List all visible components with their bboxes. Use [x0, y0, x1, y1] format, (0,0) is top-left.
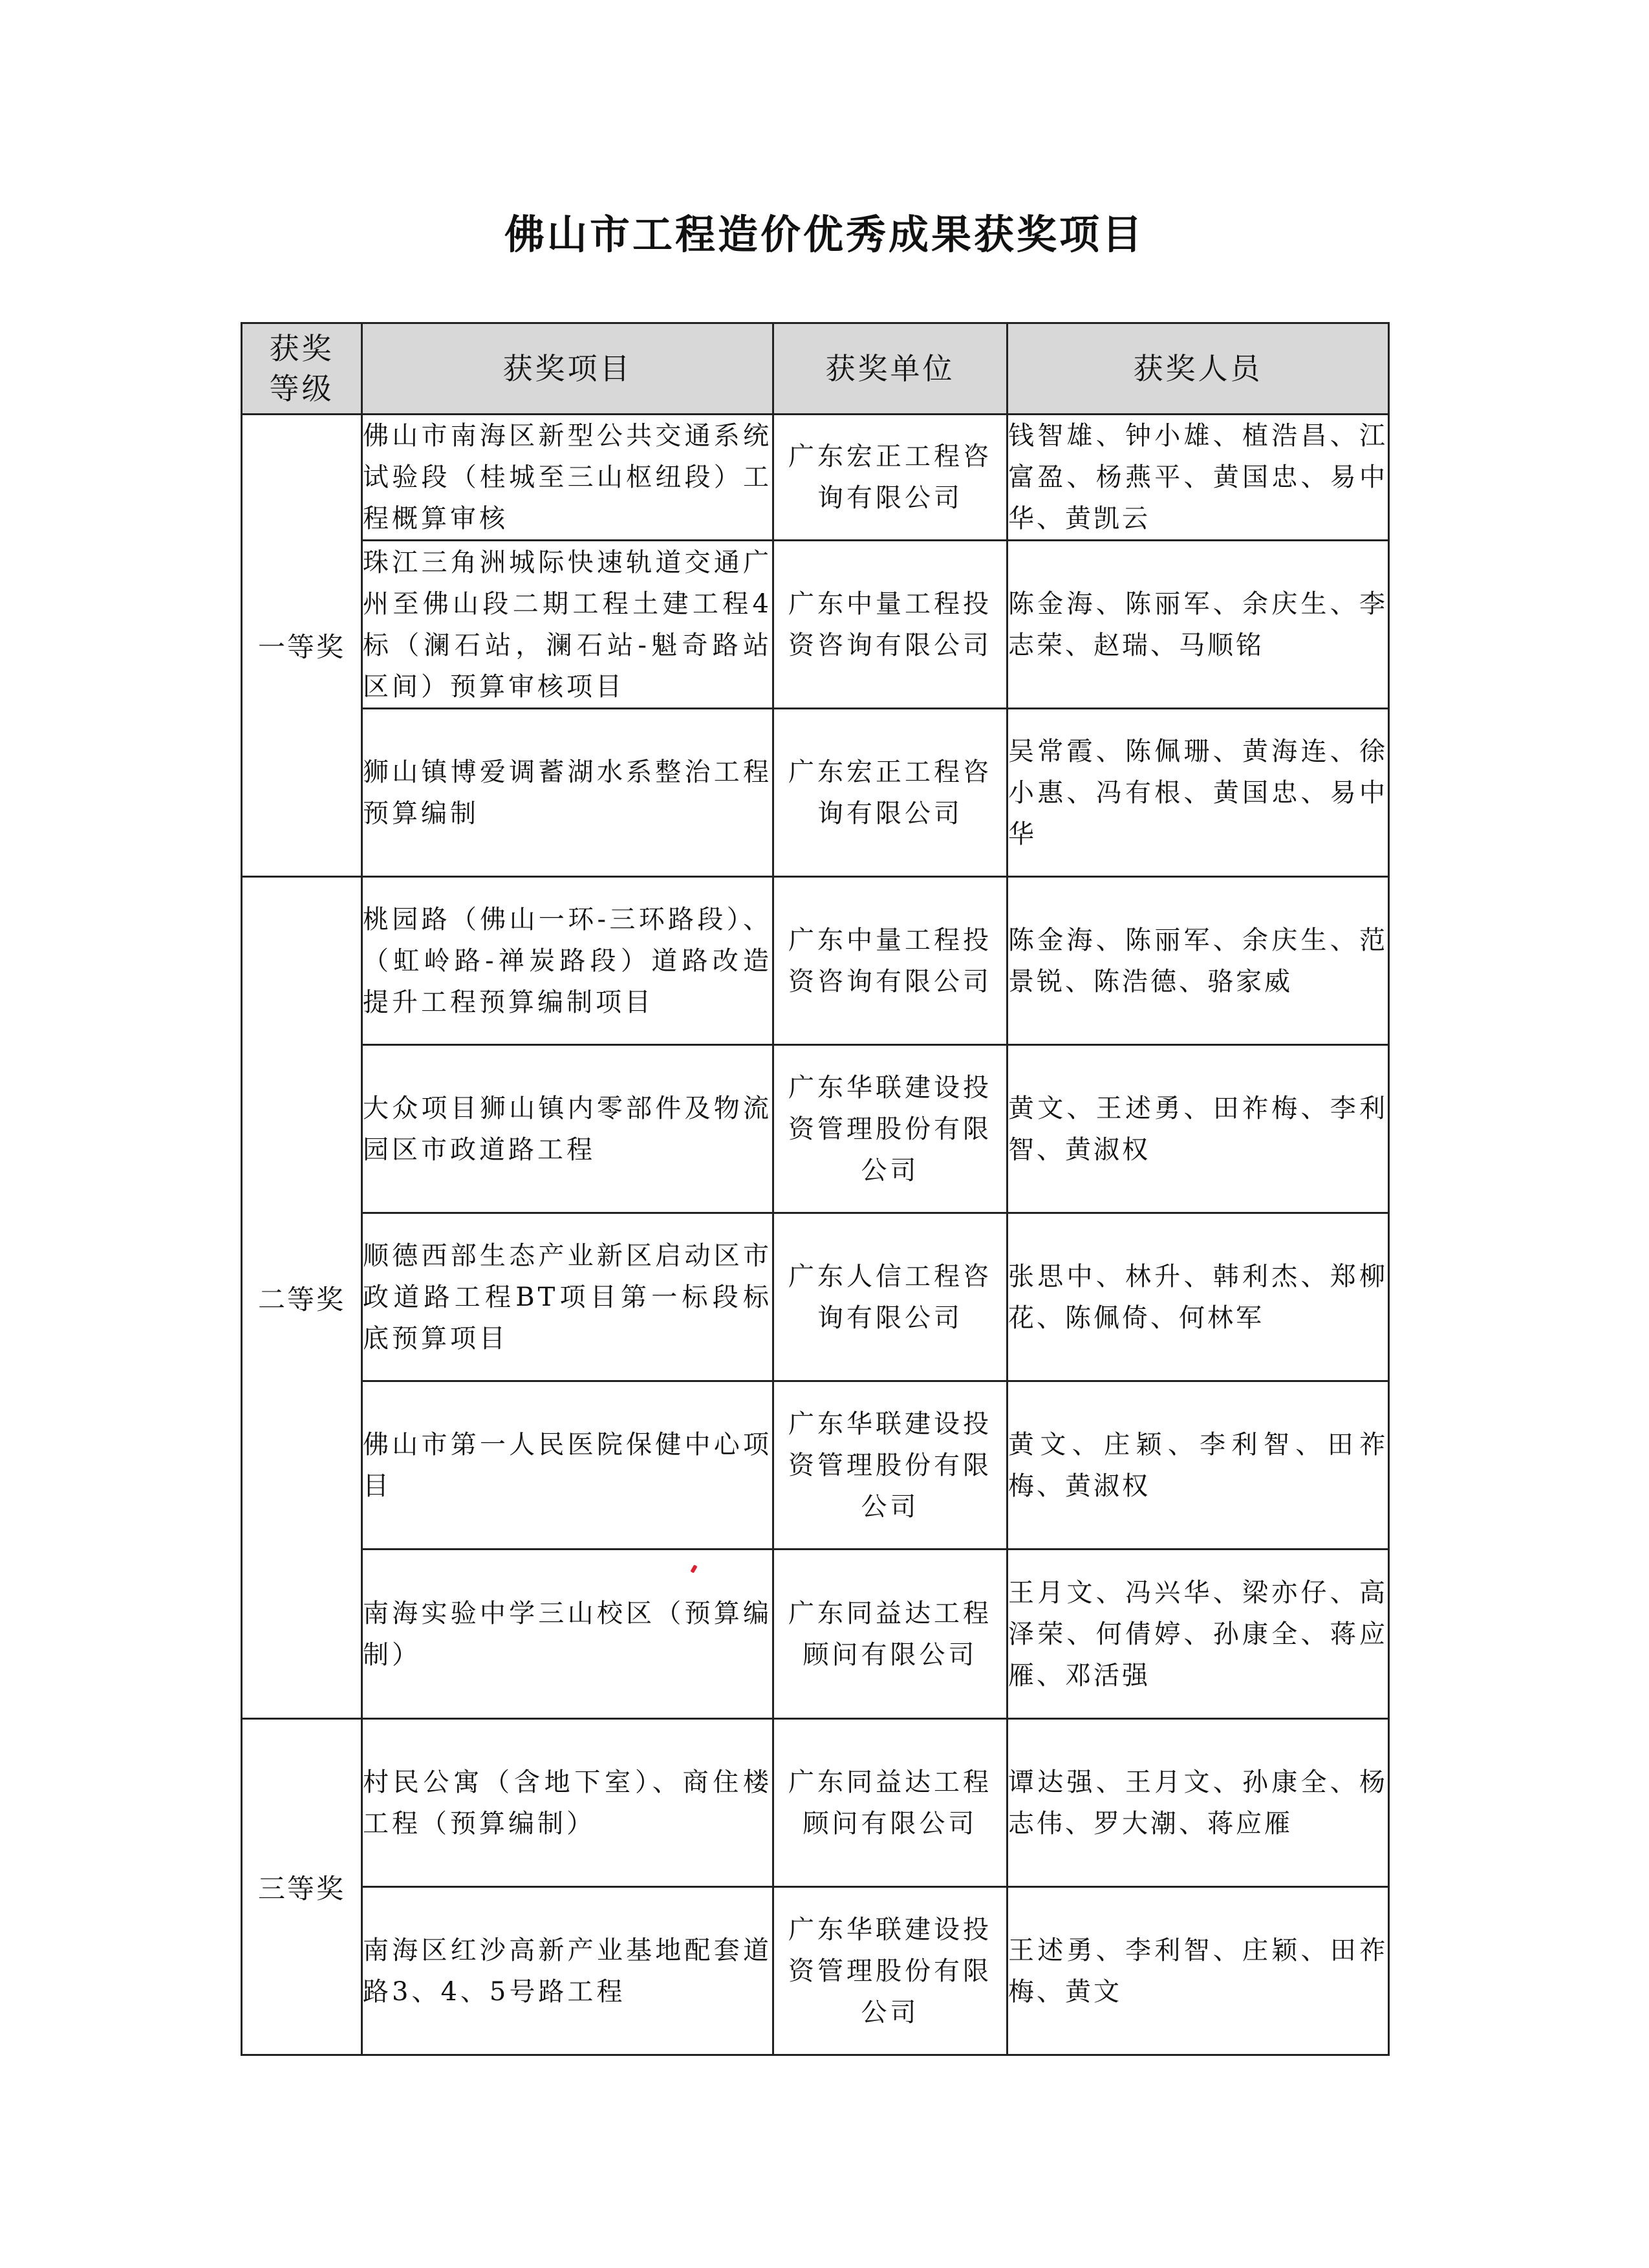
table-header-row	[242, 323, 1389, 415]
table-row	[242, 709, 1389, 877]
award-people: 黄文、庄颖、李利智、田祚梅、黄淑权	[1008, 1381, 1389, 1550]
awards-table	[241, 322, 1390, 2056]
award-people: 钱智雄、钟小雄、植浩昌、江富盈、杨燕平、黄国忠、易中华、黄凯云	[1008, 415, 1389, 541]
award-level: 二等奖	[242, 877, 362, 1719]
project-name: 佛山市南海区新型公共交通系统试验段（桂城至三山枢纽段）工程概算审核	[362, 415, 773, 541]
award-people: 张思中、林升、韩利杰、郑柳花、陈佩倚、何林军	[1008, 1213, 1389, 1381]
award-level: 一等奖	[242, 415, 362, 877]
project-name: 桃园路（佛山一环-三环路段）、（虹岭路-禅炭路段）道路改造提升工程预算编制项目	[362, 877, 773, 1045]
award-unit: 广东中量工程投资咨询有限公司	[773, 541, 1008, 709]
award-unit: 广东同益达工程顾问有限公司	[773, 1719, 1008, 1887]
table-row	[242, 1550, 1389, 1719]
project-name: 顺德西部生态产业新区启动区市政道路工程BT项目第一标段标底预算项目	[362, 1213, 773, 1381]
project-name: 狮山镇博爱调蓄湖水系整治工程预算编制	[362, 709, 773, 877]
award-unit: 广东华联建设投资管理股份有限公司	[773, 1887, 1008, 2055]
table-row	[242, 415, 1389, 541]
award-people: 吴常霞、陈佩珊、黄海连、徐小惠、冯有根、黄国忠、易中华	[1008, 709, 1389, 877]
award-unit: 广东华联建设投资管理股份有限公司	[773, 1381, 1008, 1550]
header-level-line1: 获奖	[269, 331, 334, 366]
table-row	[242, 1213, 1389, 1381]
award-people: 谭达强、王月文、孙康全、杨志伟、罗大潮、蒋应雁	[1008, 1719, 1389, 1887]
project-name: 大众项目狮山镇内零部件及物流园区市政道路工程	[362, 1045, 773, 1213]
award-unit: 广东中量工程投资咨询有限公司	[773, 877, 1008, 1045]
award-people: 黄文、王述勇、田祚梅、李利智、黄淑权	[1008, 1045, 1389, 1213]
header-unit: 获奖单位	[773, 323, 1008, 415]
table-row	[242, 1381, 1389, 1550]
table-row	[242, 1045, 1389, 1213]
project-name: 村民公寓（含地下室）、商住楼工程（预算编制）	[362, 1719, 773, 1887]
table-row	[242, 1719, 1389, 1887]
project-name: 佛山市第一人民医院保健中心项目	[362, 1381, 773, 1550]
project-name: 珠江三角洲城际快速轨道交通广州至佛山段二期工程土建工程4标（澜石站，澜石站-魁奇路站区间）预算审核项目	[362, 541, 773, 709]
project-name: 南海实验中学三山校区（预算编制）	[362, 1550, 773, 1719]
header-project: 获奖项目	[362, 323, 773, 415]
award-unit: 广东华联建设投资管理股份有限公司	[773, 1045, 1008, 1213]
award-unit: 广东人信工程咨询有限公司	[773, 1213, 1008, 1381]
award-people: 陈金海、陈丽军、余庆生、范景锐、陈浩德、骆家威	[1008, 877, 1389, 1045]
award-level: 三等奖	[242, 1719, 362, 2055]
award-unit: 广东宏正工程咨询有限公司	[773, 415, 1008, 541]
award-people: 王月文、冯兴华、梁亦仔、高泽荣、何倩婷、孙康全、蒋应雁、邓活强	[1008, 1550, 1389, 1719]
header-level-line2: 等级	[269, 371, 334, 406]
award-unit: 广东同益达工程顾问有限公司	[773, 1550, 1008, 1719]
page-title: 佛山市工程造价优秀成果获奖项目	[504, 211, 1145, 258]
table-row	[242, 877, 1389, 1045]
header-people: 获奖人员	[1008, 323, 1389, 415]
award-unit: 广东宏正工程咨询有限公司	[773, 709, 1008, 877]
header-level	[242, 323, 362, 415]
award-people: 陈金海、陈丽军、余庆生、李志荣、赵瑞、马顺铭	[1008, 541, 1389, 709]
table-row	[242, 1887, 1389, 2055]
table-row	[242, 541, 1389, 709]
award-people: 王述勇、李利智、庄颖、田祚梅、黄文	[1008, 1887, 1389, 2055]
project-name: 南海区红沙高新产业基地配套道路3、4、5号路工程	[362, 1887, 773, 2055]
